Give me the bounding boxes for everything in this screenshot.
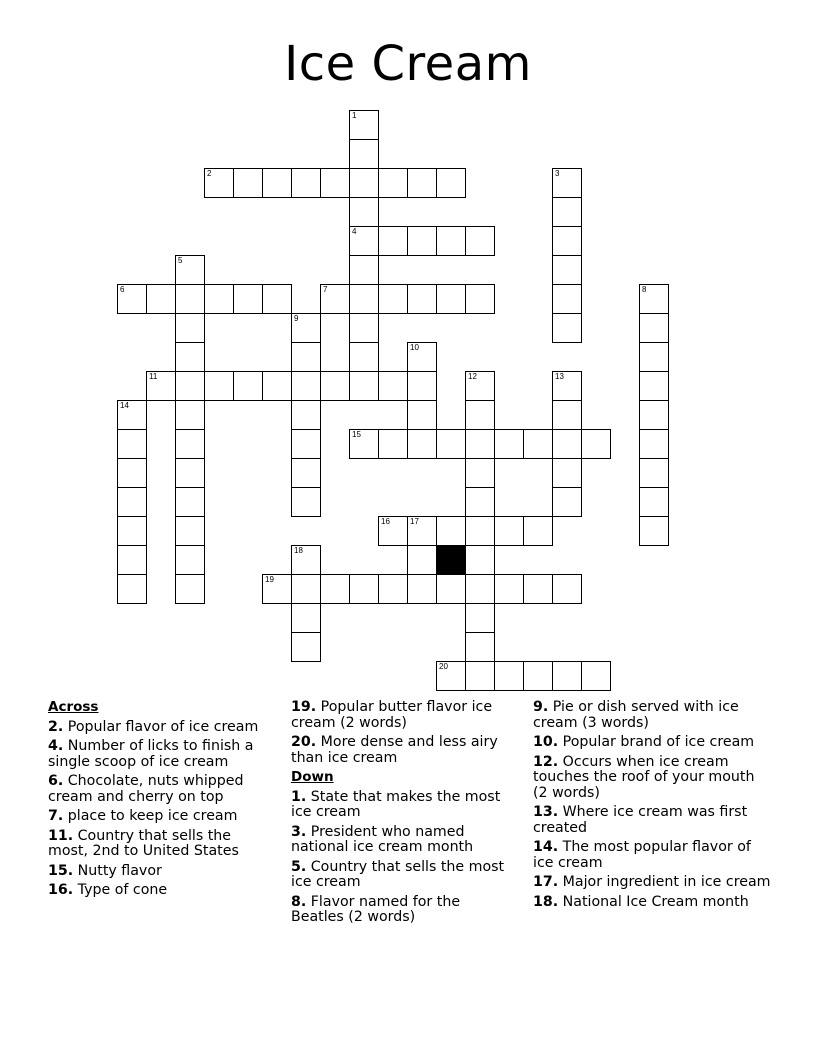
grid-cell[interactable] (175, 313, 205, 343)
clue-item-text: Country that sells the most ice cream (291, 858, 505, 890)
grid-cell[interactable] (407, 429, 437, 459)
grid-cell[interactable] (262, 371, 292, 401)
clue-item (291, 860, 516, 891)
clue-item-number: 12. (533, 753, 559, 770)
grid-cell[interactable] (175, 429, 205, 459)
grid-cell[interactable] (349, 226, 379, 256)
clue-number: 8 (642, 285, 647, 294)
grid-cell[interactable] (233, 371, 263, 401)
clue-item (533, 735, 773, 751)
grid-cell[interactable] (349, 313, 379, 343)
grid-cell[interactable] (407, 545, 437, 575)
grid-cell[interactable] (204, 371, 234, 401)
black-cell (436, 545, 466, 575)
clues-column-3 (533, 700, 773, 914)
grid-cell[interactable] (436, 226, 466, 256)
grid-cell[interactable] (494, 574, 524, 604)
grid-cell[interactable] (523, 574, 553, 604)
clue-number: 13 (555, 372, 564, 381)
grid-cell[interactable] (465, 632, 495, 662)
clue-item-number: 16. (48, 882, 74, 898)
clue-number: 3 (555, 169, 560, 178)
grid-cell[interactable] (349, 168, 379, 198)
grid-cell[interactable] (291, 487, 321, 517)
clue-item (48, 883, 263, 899)
clue-item (533, 895, 773, 911)
grid-cell[interactable] (639, 487, 669, 517)
grid-cell[interactable] (581, 429, 611, 459)
grid-cell[interactable] (175, 458, 205, 488)
grid-cell[interactable] (523, 429, 553, 459)
grid-cell[interactable] (349, 197, 379, 227)
grid-cell[interactable] (407, 371, 437, 401)
grid-cell[interactable] (320, 371, 350, 401)
clue-number: 17 (410, 517, 419, 526)
grid-cell[interactable] (175, 516, 205, 546)
clue-item (291, 700, 516, 731)
clue-number: 19 (265, 575, 274, 584)
grid-cell[interactable] (465, 400, 495, 430)
clues-column-1 (48, 700, 263, 903)
clue-item (533, 700, 773, 731)
grid-cell[interactable] (262, 168, 292, 198)
clue-item-text: Popular butter flavor ice cream (2 words) (291, 699, 493, 731)
clue-number: 9 (294, 314, 299, 323)
clue-number: 2 (207, 169, 212, 178)
grid-cell[interactable] (349, 255, 379, 285)
grid-cell[interactable] (436, 429, 466, 459)
clue-item-number: 14. (533, 839, 559, 855)
puzzle-title: Ice Cream (284, 36, 532, 92)
clue-item-number: 3. (291, 823, 307, 840)
clue-number: 16 (381, 517, 390, 526)
across-heading: Across (48, 699, 99, 715)
grid-cell[interactable] (552, 226, 582, 256)
grid-cell[interactable] (378, 168, 408, 198)
clue-item (533, 875, 773, 891)
grid-cell[interactable] (262, 574, 292, 604)
clue-item-text: State that makes the most ice cream (291, 788, 501, 820)
grid-cell[interactable] (465, 574, 495, 604)
clue-item-number: 10. (533, 734, 559, 750)
clue-item-number: 19. (291, 699, 317, 715)
grid-cell[interactable] (117, 545, 147, 575)
clue-item (291, 895, 516, 926)
grid-cell[interactable] (552, 313, 582, 343)
clue-item-text: Number of licks to finish a single scoop of ice cream (48, 738, 254, 770)
grid-cell[interactable] (349, 429, 379, 459)
grid-cell[interactable] (175, 400, 205, 430)
grid-cell[interactable] (552, 168, 582, 198)
grid-cell[interactable] (291, 632, 321, 662)
grid-cell[interactable] (552, 487, 582, 517)
grid-cell[interactable] (378, 284, 408, 314)
grid-cell[interactable] (291, 603, 321, 633)
clue-item-text: More dense and less airy than ice cream (291, 734, 498, 766)
clue-number: 7 (323, 285, 328, 294)
grid-cell[interactable] (436, 284, 466, 314)
grid-cell[interactable] (291, 371, 321, 401)
clue-item-number: 5. (291, 858, 307, 875)
clue-item (291, 825, 516, 856)
grid-cell[interactable] (349, 284, 379, 314)
grid-cell[interactable] (349, 574, 379, 604)
grid-cell[interactable] (523, 661, 553, 691)
clue-item-text: Popular flavor of ice cream (63, 718, 259, 735)
grid-cell[interactable] (552, 429, 582, 459)
grid-cell[interactable] (233, 168, 263, 198)
grid-cell[interactable] (349, 371, 379, 401)
grid-cell[interactable] (291, 168, 321, 198)
clue-item (533, 755, 773, 802)
grid-cell[interactable] (465, 429, 495, 459)
clue-item-number: 20. (291, 734, 317, 750)
grid-cell[interactable] (349, 110, 379, 140)
grid-cell[interactable] (552, 458, 582, 488)
clue-item-number: 6. (48, 773, 64, 789)
clue-item-text: Chocolate, nuts whipped cream and cherry on top (48, 773, 244, 805)
clue-item (291, 735, 516, 766)
grid-cell[interactable] (552, 371, 582, 401)
clue-item-text: Where ice cream was first created (533, 804, 748, 836)
grid-cell[interactable] (378, 429, 408, 459)
clue-item-text: Country that sells the most, 2nd to United States (48, 827, 239, 859)
clue-item-text: Pie or dish served with ice cream (3 words) (533, 699, 739, 731)
grid-cell[interactable] (494, 516, 524, 546)
clue-item-text: Type of cone (73, 882, 168, 898)
grid-cell[interactable] (117, 516, 147, 546)
grid-cell[interactable] (552, 255, 582, 285)
clue-number: 14 (120, 401, 129, 410)
grid-cell[interactable] (291, 342, 321, 372)
clue-item-text: Popular brand of ice cream (558, 734, 755, 750)
clue-item-number: 7. (48, 808, 64, 824)
grid-cell[interactable] (262, 284, 292, 314)
grid-cell[interactable] (146, 371, 176, 401)
grid-cell[interactable] (494, 429, 524, 459)
grid-cell[interactable] (407, 168, 437, 198)
grid-cell[interactable] (465, 458, 495, 488)
clue-item-number: 17. (533, 874, 559, 890)
grid-cell[interactable] (291, 400, 321, 430)
grid-cell[interactable] (349, 342, 379, 372)
clue-number: 6 (120, 285, 125, 294)
grid-cell[interactable] (552, 284, 582, 314)
grid-cell[interactable] (639, 516, 669, 546)
grid-cell[interactable] (117, 429, 147, 459)
grid-cell[interactable] (465, 661, 495, 691)
clue-item-number: 13. (533, 804, 559, 820)
grid-cell[interactable] (378, 226, 408, 256)
grid-cell[interactable] (320, 168, 350, 198)
grid-cell[interactable] (465, 603, 495, 633)
clue-number: 18 (294, 546, 303, 555)
grid-cell[interactable] (552, 400, 582, 430)
clues-column-2 (291, 700, 516, 930)
grid-cell[interactable] (175, 284, 205, 314)
grid-cell[interactable] (291, 429, 321, 459)
grid-cell[interactable] (639, 429, 669, 459)
grid-cell[interactable] (175, 487, 205, 517)
grid-cell[interactable] (523, 516, 553, 546)
grid-cell[interactable] (581, 661, 611, 691)
grid-cell[interactable] (407, 226, 437, 256)
grid-cell[interactable] (639, 284, 669, 314)
grid-cell[interactable] (639, 371, 669, 401)
grid-cell[interactable] (175, 255, 205, 285)
grid-cell[interactable] (494, 661, 524, 691)
clue-item-number: 18. (533, 893, 559, 910)
clue-item (48, 809, 263, 825)
grid-cell[interactable] (291, 574, 321, 604)
grid-cell[interactable] (175, 545, 205, 575)
grid-cell[interactable] (436, 661, 466, 691)
grid-cell[interactable] (407, 284, 437, 314)
grid-cell[interactable] (175, 371, 205, 401)
grid-cell[interactable] (639, 400, 669, 430)
down-heading: Down (291, 769, 334, 785)
clue-item-number: 11. (48, 827, 74, 844)
grid-cell[interactable] (465, 487, 495, 517)
grid-cell[interactable] (175, 574, 205, 604)
clue-item-number: 1. (291, 788, 307, 805)
grid-cell[interactable] (117, 574, 147, 604)
grid-cell[interactable] (146, 284, 176, 314)
grid-cell[interactable] (204, 168, 234, 198)
clue-item (48, 774, 263, 805)
grid-cell[interactable] (436, 574, 466, 604)
clue-item-text: Occurs when ice cream touches the roof of your mouth (2 words) (533, 753, 755, 801)
grid-cell[interactable] (639, 313, 669, 343)
grid-cell[interactable] (407, 400, 437, 430)
grid-cell[interactable] (552, 661, 582, 691)
grid-cell[interactable] (291, 545, 321, 575)
clue-item (48, 739, 263, 770)
grid-cell[interactable] (407, 342, 437, 372)
grid-cell[interactable] (552, 197, 582, 227)
clue-number: 4 (352, 227, 357, 236)
grid-cell[interactable] (378, 574, 408, 604)
clue-item (533, 805, 773, 836)
clue-item (48, 720, 263, 736)
clue-item-text: Nutty flavor (73, 862, 162, 879)
grid-cell[interactable] (465, 516, 495, 546)
grid-cell[interactable] (117, 284, 147, 314)
grid-cell[interactable] (465, 284, 495, 314)
clue-item (291, 790, 516, 821)
clue-item-number: 9. (533, 699, 549, 715)
clue-item-text: Flavor named for the Beatles (2 words) (291, 893, 461, 925)
grid-cell[interactable] (552, 574, 582, 604)
grid-cell[interactable] (436, 516, 466, 546)
grid-cell[interactable] (378, 516, 408, 546)
grid-cell[interactable] (436, 168, 466, 198)
clue-item-text: President who named national ice cream month (291, 823, 474, 855)
clue-item-number: 2. (48, 718, 64, 735)
grid-cell[interactable] (349, 139, 379, 169)
grid-cell[interactable] (117, 458, 147, 488)
grid-cell[interactable] (639, 342, 669, 372)
grid-cell[interactable] (117, 487, 147, 517)
clue-number: 20 (439, 662, 448, 671)
grid-cell[interactable] (320, 284, 350, 314)
clue-item-number: 4. (48, 738, 64, 754)
grid-cell[interactable] (639, 458, 669, 488)
clue-number: 1 (352, 111, 357, 120)
clue-item-number: 15. (48, 862, 74, 879)
clue-item (48, 829, 263, 860)
grid-cell[interactable] (407, 516, 437, 546)
clue-item (533, 840, 773, 871)
grid-cell[interactable] (465, 226, 495, 256)
clue-number: 5 (178, 256, 183, 265)
clue-number: 15 (352, 430, 361, 439)
clue-number: 12 (468, 372, 477, 381)
grid-cell[interactable] (233, 284, 263, 314)
grid-cell[interactable] (378, 371, 408, 401)
grid-cell[interactable] (175, 342, 205, 372)
grid-cell[interactable] (117, 400, 147, 430)
grid-cell[interactable] (465, 371, 495, 401)
grid-cell[interactable] (407, 574, 437, 604)
clue-item (48, 864, 263, 880)
clue-item-text: Major ingredient in ice cream (558, 874, 771, 890)
grid-cell[interactable] (320, 574, 350, 604)
grid-cell[interactable] (465, 545, 495, 575)
clue-item-text: National Ice Cream month (558, 893, 749, 910)
grid-cell[interactable] (291, 458, 321, 488)
clue-item-text: place to keep ice cream (63, 808, 238, 824)
grid-cell[interactable] (291, 313, 321, 343)
clue-item-number: 8. (291, 893, 307, 910)
grid-cell[interactable] (204, 284, 234, 314)
clue-number: 10 (410, 343, 419, 352)
clue-number: 11 (149, 372, 158, 381)
clue-item-text: The most popular flavor of ice cream (533, 839, 751, 871)
